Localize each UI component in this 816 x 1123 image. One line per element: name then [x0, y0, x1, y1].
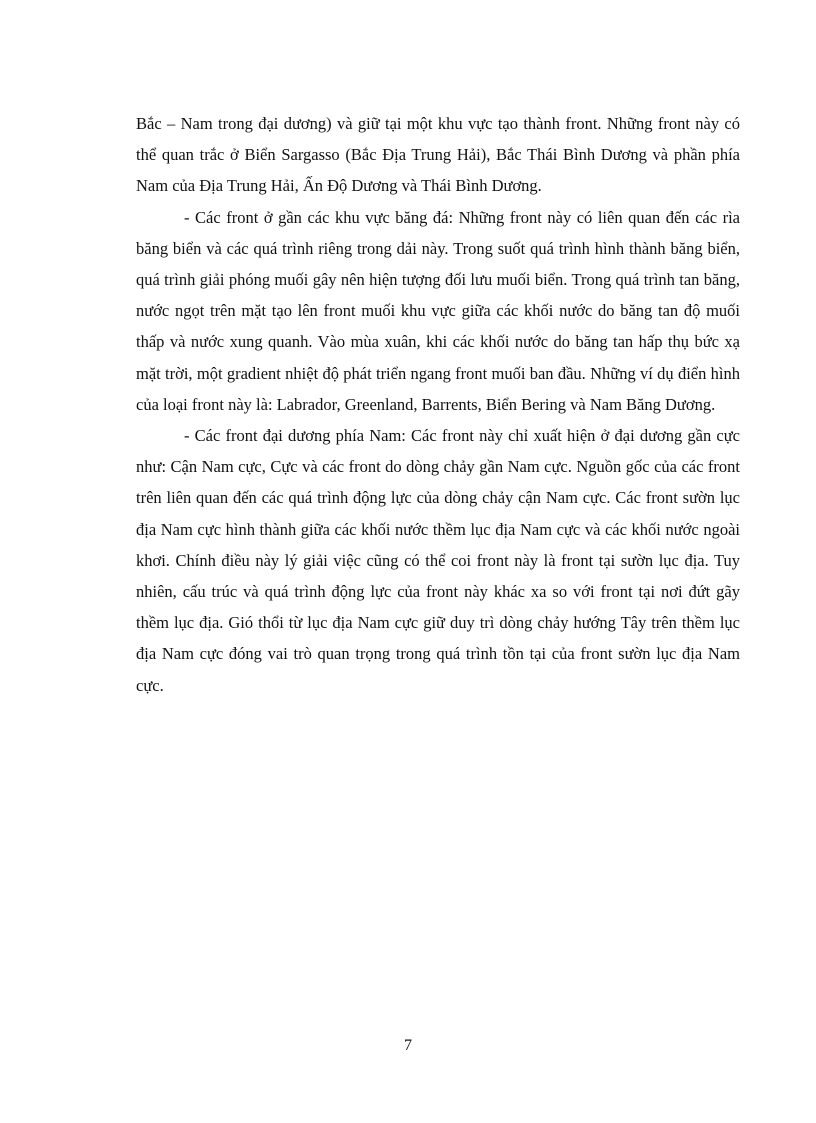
body-text	[136, 108, 740, 701]
paragraph-southern-ocean-fronts: - Các front đại dương phía Nam: Các front này chỉ xuất hiện ở đại dương gần cực như: Cận Nam cực, Cực và các front do dòng chảy gần Nam cực. Nguồn gốc của các front trên liên quan đến các quá trình động lực của dòng chảy cận Nam cực. Các front sườn lục địa Nam cực hình thành giữa các khối nước thềm lục địa Nam cực và các khối nước ngoài khơi. Chính điều này lý giải việc cũng có thể coi front này là front tại sườn lục địa. Tuy nhiên, cấu trúc và quá trình động lực của front này khác xa so với front tại nơi đứt gãy thềm lục địa. Gió thổi từ lục địa Nam cực giữ duy trì dòng chảy hướng Tây trên thềm lục địa Nam cực đóng vai trò quan trọng trong quá trình tồn tại của front sườn lục địa Nam cực.	[136, 426, 740, 695]
paragraph-ice-fronts: - Các front ở gần các khu vực băng đá: Những front này có liên quan đến các rìa băng biển và các quá trình riêng trong dải này. Trong suốt quá trình hình thành băng biển, quá trình giải phóng muối gây nên hiện tượng đối lưu muối biển. Trong quá trình tan băng, nước ngọt trên mặt tạo lên front muối khu vực giữa các khối nước do băng tan độ muối thấp và nước xung quanh. Vào mùa xuân, khi các khối nước do băng tan hấp thụ bức xạ mặt trời, một gradient nhiệt độ phát triển ngang front muối ban đầu. Những ví dụ điển hình của loại front này là: Labrador, Greenland, Barrents, Biển Bering và Nam Băng Dương.	[136, 207, 740, 414]
paragraph-continuation: Bắc – Nam trong đại dương) và giữ tại một khu vực tạo thành front. Những front này có thể quan trắc ở Biển Sargasso (Bắc Địa Trung Hải), Bắc Thái Bình Dương và phần phía Nam của Địa Trung Hải, Ấn Độ Dương và Thái Bình Dương.	[136, 114, 740, 196]
page-number: 7	[404, 1037, 412, 1054]
